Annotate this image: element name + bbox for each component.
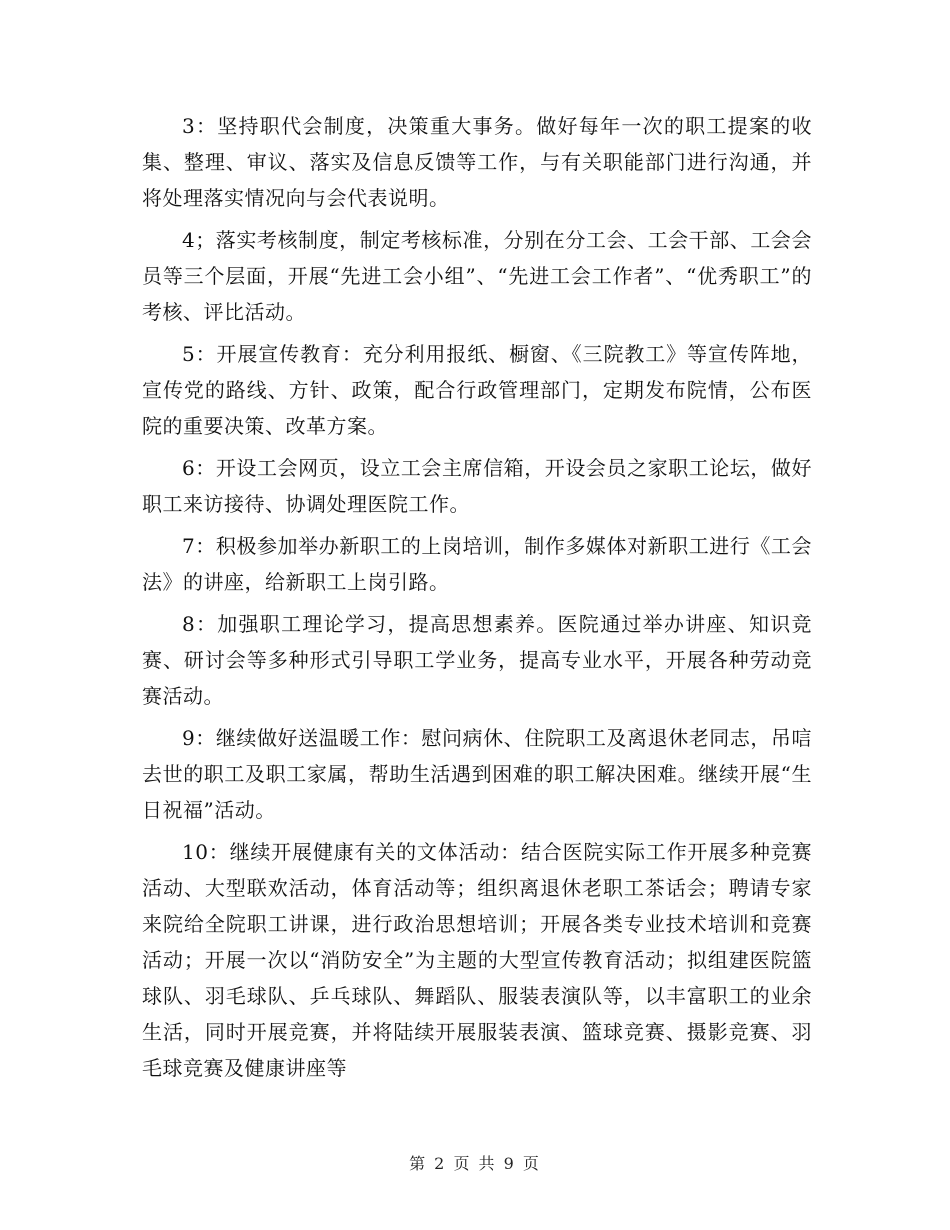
paragraph-item-6: 6：开设工会网页，设立工会主席信箱，开设会员之家职工论坛，做好职工来访接待、协调处理医院工作。 — [142, 456, 812, 516]
paragraph-item-8: 8：加强职工理论学习，提高思想素养。医院通过举办讲座、知识竞赛、研讨会等多种形式引导职工学业务，提高专业水平，开展各种劳动竞赛活动。 — [142, 612, 812, 708]
paragraph-item-3: 3：坚持职代会制度，决策重大事务。做好每年一次的职工提案的收集、整理、审议、落实及信息反馈等工作，与有关职能部门进行沟通，并将处理落实情况向与会代表说明。 — [142, 114, 812, 210]
page-number-footer: 第 2 页 共 9 页 — [409, 1154, 541, 1173]
paragraph-item-4: 4；落实考核制度，制定考核标准，分别在分工会、工会干部、工会会员等三个层面，开展“先进工会小组”、“先进工会工作者”、“优秀职工”的考核、评比活动。 — [142, 228, 812, 324]
paragraph-item-10: 10：继续开展健康有关的文体活动：结合医院实际工作开展多种竞赛活动、大型联欢活动，体育活动等；组织离退休老职工茶话会；聘请专家来院给全院职工讲课，进行政治思想培训；开展各类专业技术培训和竞赛活动；开展一次以“消防安全”为主题的大型宣传教育活动；拟组建医院篮球队、羽毛球队、乒乓球队、舞蹈队、服装表演队等，以丰富职工的业余生活，同时开展竞赛，并将陆续开展服装表演、篮球竞赛、摄影竞赛、羽毛球竞赛及健康讲座等 — [142, 840, 812, 1080]
paragraph-item-9: 9：继续做好送温暖工作：慰问病休、住院职工及离退休老同志，吊唁去世的职工及职工家属，帮助生活遇到困难的职工解决困难。继续开展“生日祝福”活动。 — [142, 726, 812, 822]
paragraph-item-5: 5：开展宣传教育：充分利用报纸、橱窗、《三院教工》等宣传阵地，宣传党的路线、方针、政策，配合行政管理部门，定期发布院情，公布医院的重要决策、改革方案。 — [142, 342, 812, 438]
document-body — [142, 108, 812, 1092]
paragraph-item-7: 7：积极参加举办新职工的上岗培训，制作多媒体对新职工进行《工会法》的讲座，给新职工上岗引路。 — [142, 534, 812, 594]
